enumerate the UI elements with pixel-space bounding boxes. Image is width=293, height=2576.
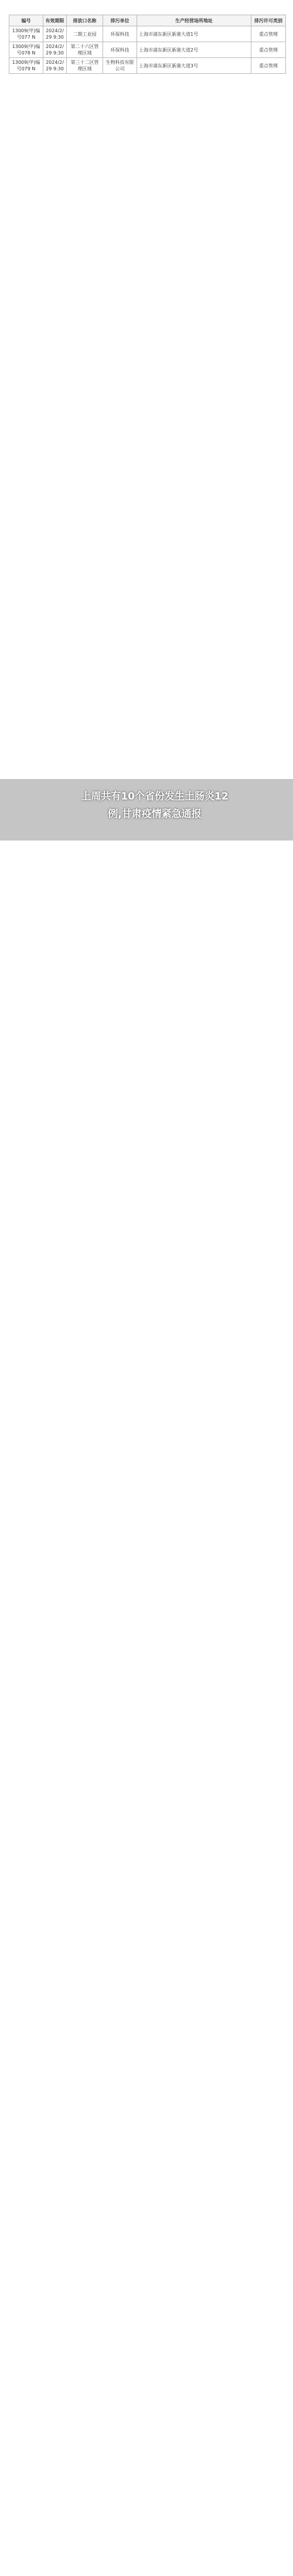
header-type: 排污许可类别: [251, 15, 286, 26]
row-date: 2024/2/29 9:30: [43, 42, 67, 58]
row-address: 上海市浦东新区新港大道1号: [137, 26, 251, 42]
row-address: 上海市浦东新区新港大道2号: [137, 42, 251, 58]
table-row: [9, 42, 286, 58]
row-address: 上海市浦东新区新港大道3号: [137, 58, 251, 74]
row-unit: 生物科技有限公司: [103, 58, 137, 74]
row-type: 重点管理: [251, 26, 286, 42]
row-id: 13009(甲)编号077 N: [9, 26, 43, 42]
document-page: [9, 15, 285, 2551]
row-unit: 环保科技: [103, 42, 137, 58]
header-id: 编号: [9, 15, 43, 26]
row-unit: 环保科技: [103, 26, 137, 42]
row-outlet: 第三十二区管理区域: [67, 58, 103, 74]
header-date: 有效期限: [43, 15, 67, 26]
row-id: 13009(甲)编号079 N: [9, 58, 43, 74]
row-type: 重点管理: [251, 58, 286, 74]
row-outlet: 二期工业园: [67, 26, 103, 42]
headline-text: 上周共有10个省份发生土肠炎12例,甘肃疫情紧急通报: [81, 791, 229, 820]
table-header-row: [9, 15, 286, 26]
row-type: 重点管理: [251, 42, 286, 58]
header-unit: 排污单位: [103, 15, 137, 26]
permit-table: [9, 15, 286, 74]
row-outlet: 第二十六区管理区域: [67, 42, 103, 58]
table-row: [9, 58, 286, 74]
header-outlet: 排放口名称: [67, 15, 103, 26]
row-id: 13009(甲)编号078 N: [9, 42, 43, 58]
header-address: 生产经营场所地址: [137, 15, 251, 26]
row-date: 2024/2/29 9:30: [43, 26, 67, 42]
row-date: 2024/2/29 9:30: [43, 58, 67, 74]
table-row: [9, 26, 286, 42]
